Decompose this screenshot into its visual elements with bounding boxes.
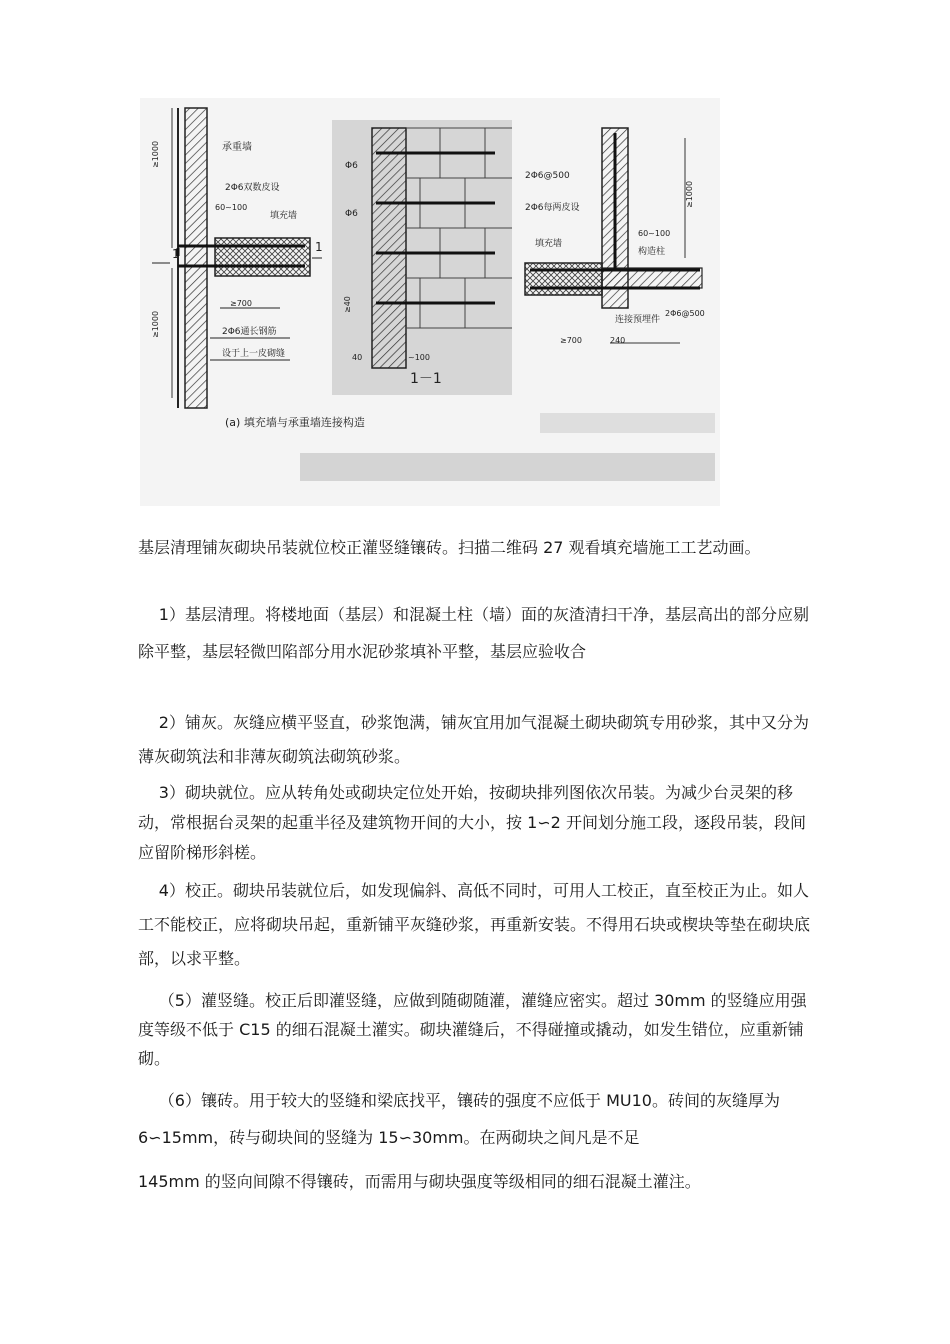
label-fill-wall: 填充墙 — [270, 211, 298, 221]
label-240: 240 — [610, 336, 626, 345]
label-fill-wall-right: 填充墙 — [535, 239, 563, 249]
label-two-skins: 2Φ6每两皮设 — [525, 203, 580, 213]
label-gap: 60~100 — [215, 203, 248, 212]
label-section-right: 1 — [315, 240, 323, 254]
construction-figure — [140, 98, 720, 506]
step-5-paragraph: （5）灌竖缝。校正后即灌竖缝，应做到随砌随灌，灌缝应密实。超过 30mm 的竖缝应用强度等级不低于 C15 的细石混凝土灌实。砌块灌缝后，不得碰撞或撬动，如发生错位，应重新铺砌。 — [138, 991, 807, 1068]
label-upper-joint: 设于上一皮砌缝 — [222, 349, 286, 359]
dim-bottom: ≥1000 — [151, 310, 160, 338]
label-100: ~100 — [408, 353, 430, 362]
label-40: 40 — [352, 353, 363, 362]
dim-top: ≥1000 — [151, 140, 160, 168]
caption-a: (a) 填充墙与承重墙连接构造 — [225, 416, 365, 429]
step-6-continuation: 145mm 的竖向间隙不得镶砖，而需用与砌块强度等级相同的细石混凝土灌注。 — [138, 1172, 701, 1191]
step-4-paragraph: 4）校正。砌块吊装就位后，如发现偏斜、高低不同时，可用人工校正，直至校正为止。如人工不能校正，应将砌块吊起，重新铺平灰缝砂浆，再重新安装。不得用石块或楔块等垫在砌块底部，以求平整。 — [138, 881, 811, 968]
label-column: 构造柱 — [638, 247, 666, 257]
label-load-wall: 承重墙 — [222, 142, 252, 153]
label-bottom-rebar: 2Φ6@500 — [665, 309, 705, 318]
section-title: 1－1 — [410, 371, 442, 387]
label-phi6-a: Φ6 — [345, 161, 358, 171]
label-connector: 连接预埋件 — [615, 315, 661, 325]
label-gap-right: 60~100 — [638, 229, 671, 238]
label-top-rebar: 2Φ6@500 — [525, 171, 570, 181]
intro-paragraph: 基层清理铺灰砌块吊装就位校正灌竖缝镶砖。扫描二维码 27 观看填充墙施工工艺动画。 — [138, 538, 761, 557]
dim-right: ≥1000 — [685, 180, 694, 208]
label-phi6-b: Φ6 — [345, 209, 358, 219]
step-6-paragraph: （6）镶砖。用于较大的竖缝和梁底找平，镶砖的强度不应低于 MU10。砖间的灰缝厚为 6∽15mm，砖与砌块间的竖缝为 15∽30mm。在两砌块之间凡是不足 — [138, 1091, 780, 1147]
middle-detail — [332, 120, 512, 395]
label-section-left: 1 — [172, 247, 180, 261]
label-rebar-top: 2Φ6双数皮设 — [225, 183, 280, 193]
label-dim-left: ≥40 — [343, 296, 352, 313]
step-2-paragraph: 2）铺灰。灰缝应横平竖直，砂浆饱满，铺灰宜用加气混凝土砌块砌筑专用砂浆，其中又分为薄灰砌筑法和非薄灰砌筑法砌筑砂浆。 — [138, 713, 809, 766]
label-len-700: ≥700 — [230, 299, 252, 308]
label-700-right: ≥700 — [560, 336, 582, 345]
right-detail — [525, 128, 705, 345]
step-3-paragraph: 3）砌块就位。应从转角处或砌块定位处开始，按砌块排列图依次吊装。为减少台灵架的移动，常根据台灵架的起重半径及建筑物开间的大小，按 1∽2 开间划分施工段，逐段吊装，段间应留阶梯形斜槎。 — [138, 783, 806, 862]
label-rebar-bottom: 2Φ6通长钢筋 — [222, 327, 277, 337]
step-1-paragraph: 1）基层清理。将楼地面（基层）和混凝土柱（墙）面的灰渣清扫干净，基层高出的部分应剔除平整，基层轻微凹陷部分用水泥砂浆填补平整，基层应验收合 — [138, 605, 809, 661]
